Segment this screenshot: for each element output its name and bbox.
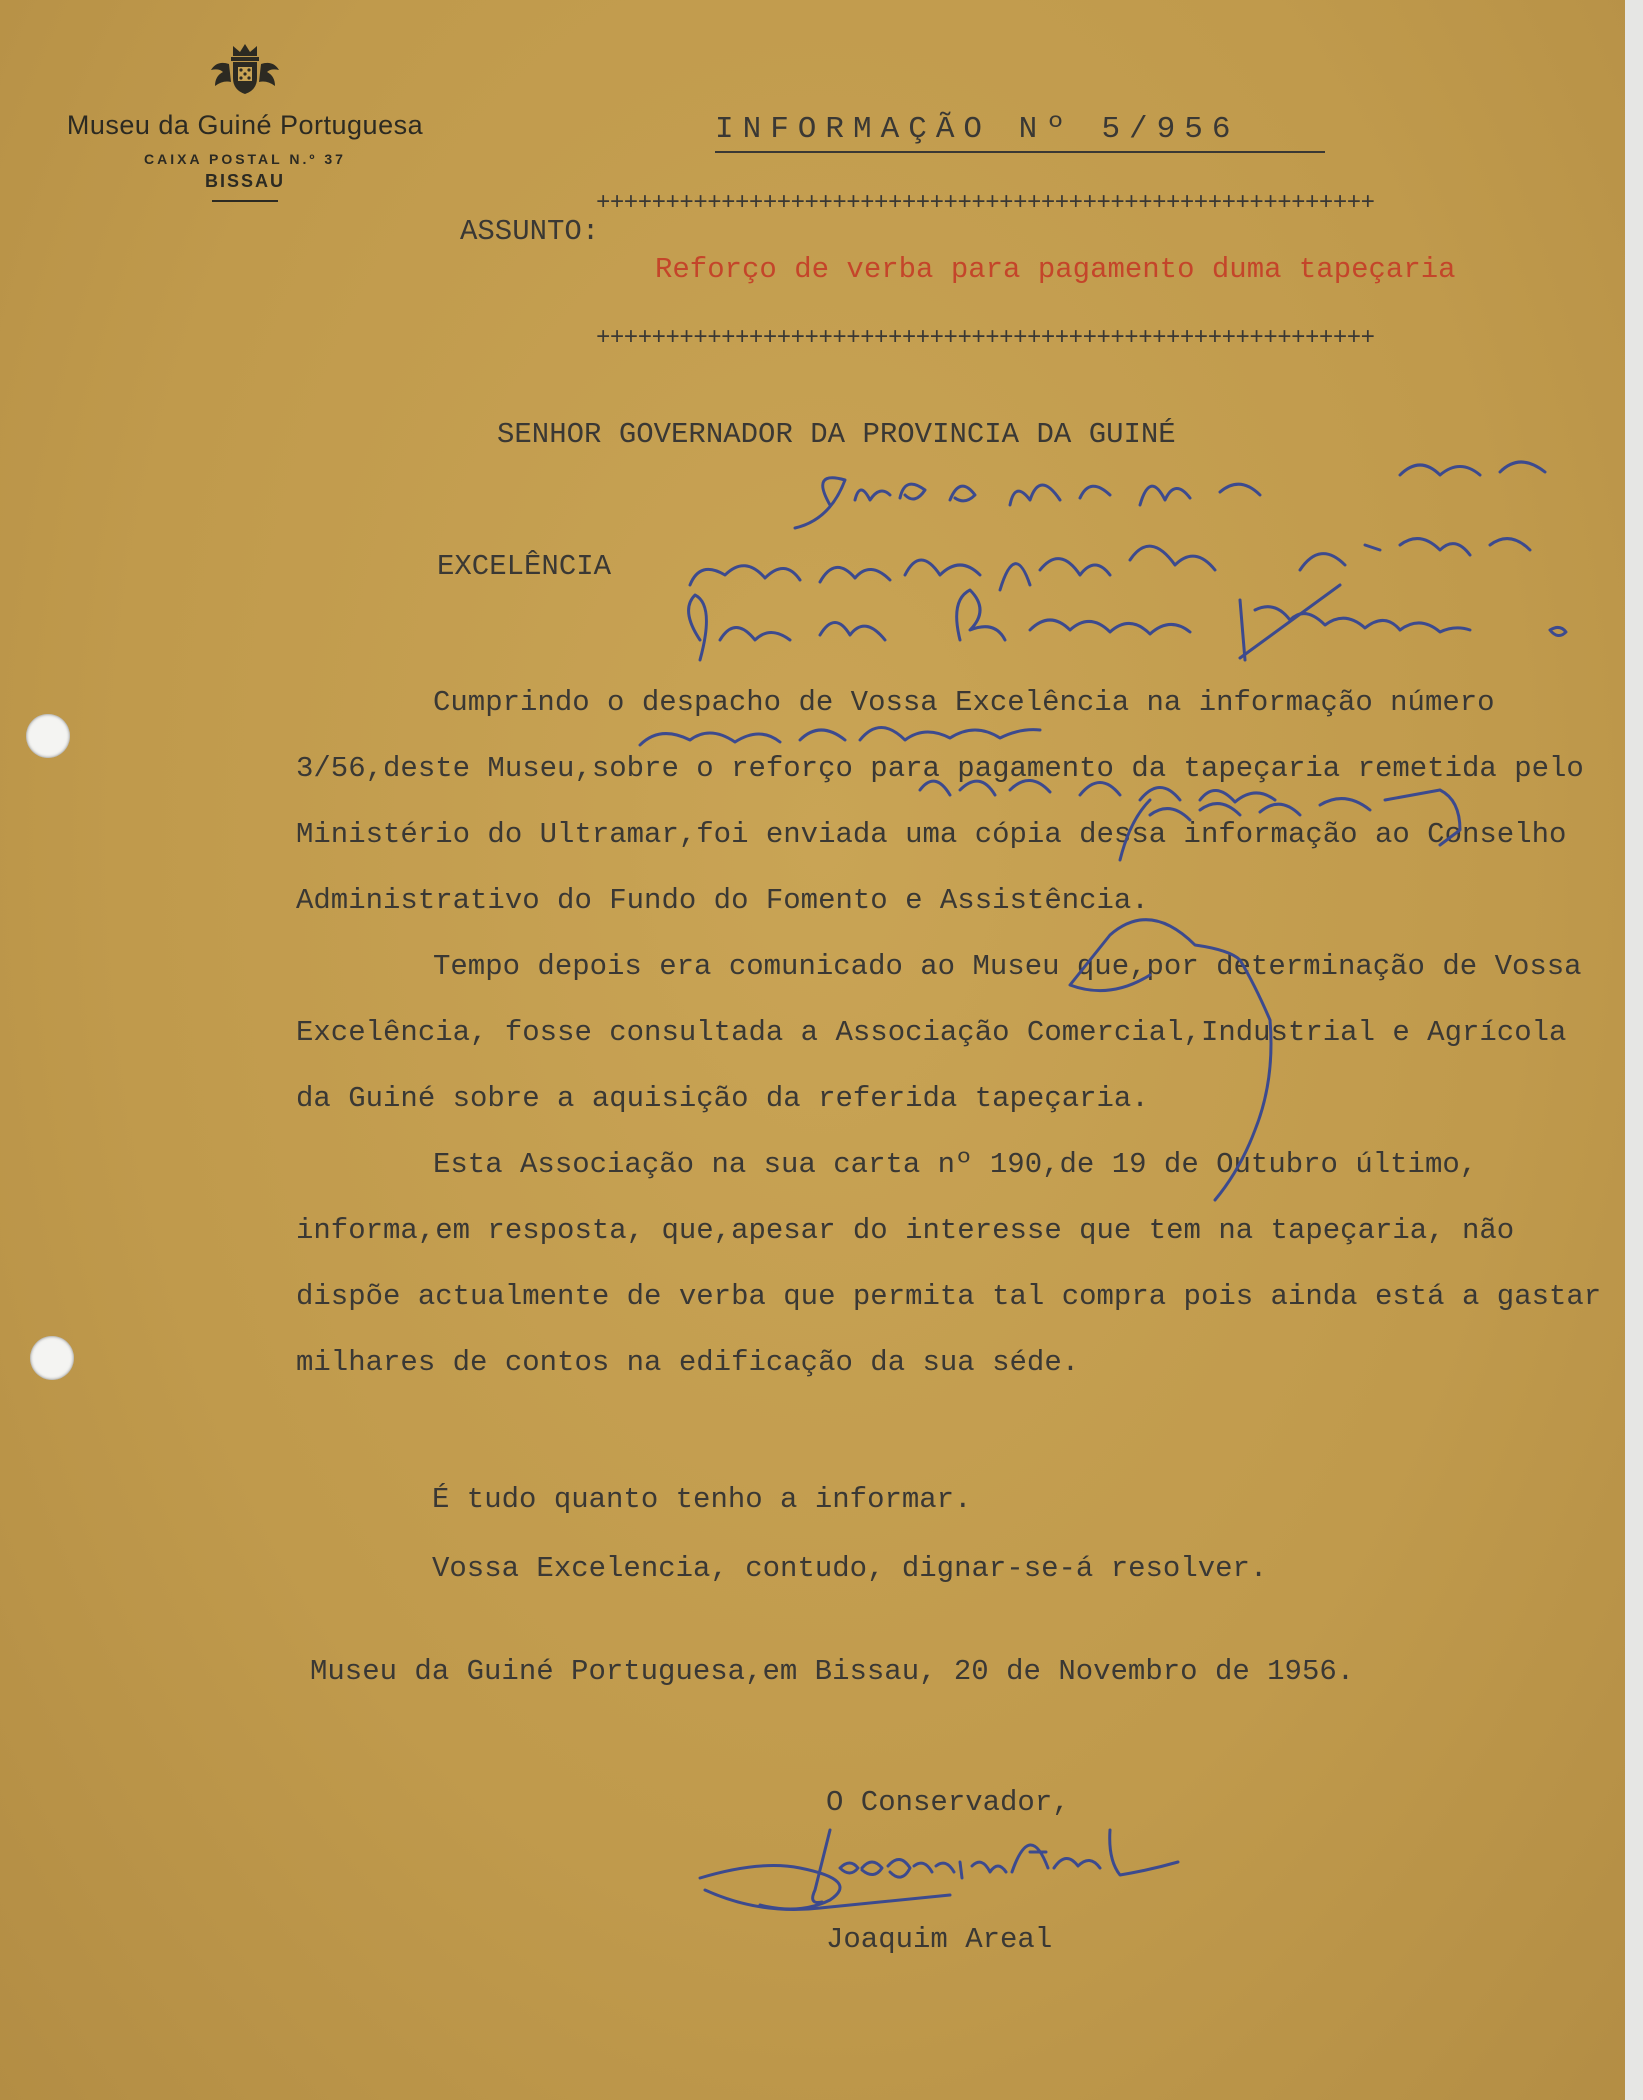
scan-edge	[1625, 0, 1643, 2100]
punch-hole-top	[26, 714, 70, 758]
body-text	[296, 670, 1616, 1396]
salutation: EXCELÊNCIA	[437, 550, 612, 583]
closing-line: Vossa Excelencia, contudo, dignar-se-á resolver.	[432, 1552, 1268, 1585]
letterhead-rule	[212, 200, 278, 202]
place-and-date: Museu da Guiné Portuguesa,em Bissau, 20 de Novembro de 1956.	[310, 1655, 1355, 1688]
paragraph: Cumprindo o despacho de Vossa Excelência na informação número 3/56,deste Museu,sobre o reforço para pagamento da tapeçaria remetida pelo Ministério do Ultramar,foi enviada uma cópia dessa informação ao Conselho Administrativo do Fundo do Fomento e Assistência.	[296, 686, 1584, 917]
letterhead-name: Museu da Guiné Portuguesa	[66, 110, 424, 140]
letterhead	[30, 40, 460, 202]
addressee: SENHOR GOVERNADOR DA PROVINCIA DA GUINÉ	[497, 418, 1176, 451]
paragraph: Esta Associação na sua carta nº 190,de 19 de Outubro último, informa,em resposta, que,apesar do interesse que tem na tapeçaria, não dispõe actualmente de verba que permita tal compra pois ainda está a gastar milhares de contos na edificação da sua séde.	[296, 1148, 1602, 1379]
letterhead-city: BISSAU	[204, 171, 285, 191]
subject-text: Reforço de verba para pagamento duma tapeçaria	[655, 253, 1456, 286]
separator-top: ++++++++++++++++++++++++++++++++++++++++++++++++++++++++	[596, 190, 1375, 217]
coat-of-arms-icon	[205, 40, 285, 102]
closing-line: É tudo quanto tenho a informar.	[432, 1483, 972, 1516]
separator-bottom: ++++++++++++++++++++++++++++++++++++++++++++++++++++++++	[596, 325, 1375, 352]
signature	[700, 1830, 1178, 1910]
document-title: INFORMAÇÃO Nº 5/956	[715, 112, 1325, 153]
signatory-name: Joaquim Areal	[826, 1923, 1053, 1956]
subject-label: ASSUNTO:	[460, 215, 600, 248]
paragraph: Tempo depois era comunicado ao Museu que,por determinação de Vossa Excelência, fosse consultada a Associação Comercial,Industrial e Agrícola da Guiné sobre a aquisição da referida tapeçaria.	[296, 950, 1582, 1115]
punch-hole-bottom	[30, 1336, 74, 1380]
signatory-role: O Conservador,	[826, 1786, 1070, 1819]
letterhead-postal-box: CAIXA POSTAL N.º 37	[144, 151, 346, 167]
